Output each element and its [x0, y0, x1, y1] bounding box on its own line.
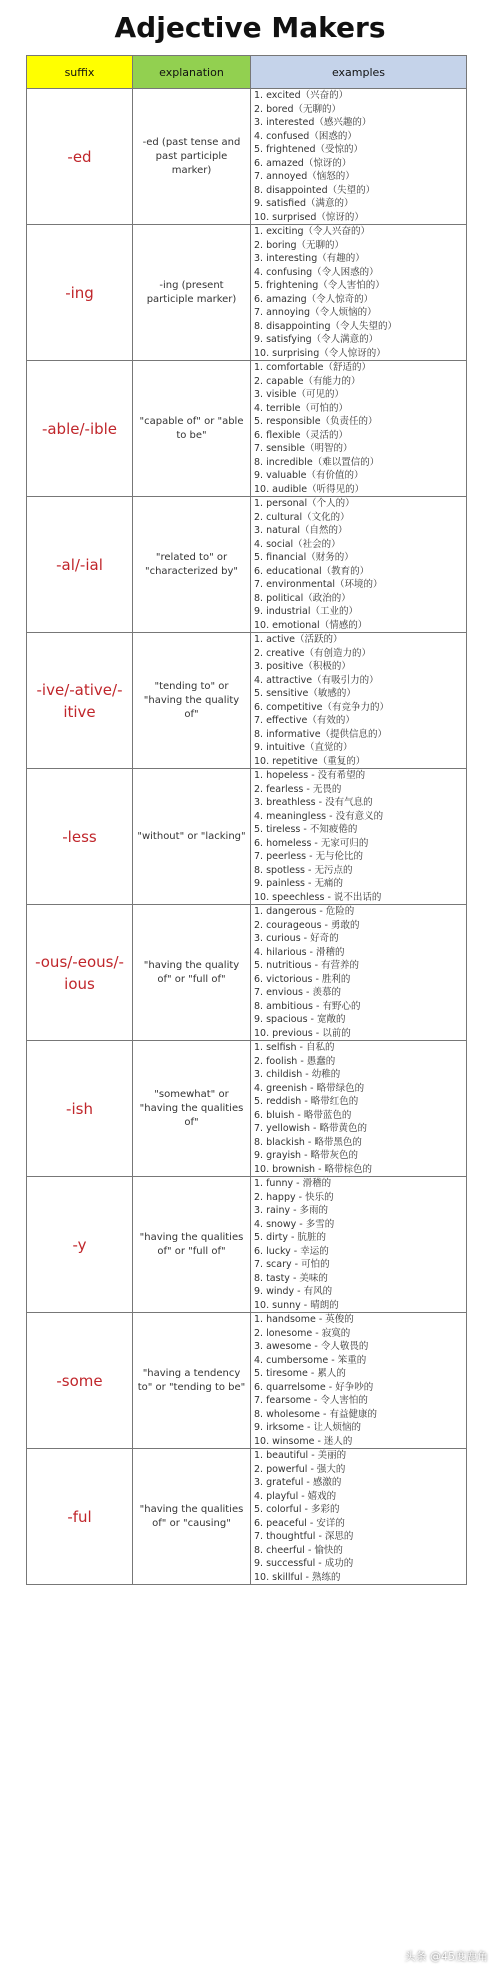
example-item: 8. ambitious - 有野心的 [254, 1000, 361, 1012]
watermark: 头条 @45度鹿角 [404, 1950, 488, 1963]
example-item: 5. sensitive（敏感的） [254, 688, 356, 699]
explanation-cell: "having the qualities of" or "full of" [133, 1177, 251, 1313]
example-item: 2. capable（有能力的） [254, 375, 361, 387]
example-item: 2. foolish - 愚蠢的 [254, 1055, 336, 1067]
example-item: 7. annoying（令人烦恼的） [254, 307, 377, 318]
example-item: 1. handsome - 英俊的 [254, 1314, 354, 1325]
explanation-cell: -ing (present participle marker) [133, 225, 251, 361]
table-row [27, 497, 467, 633]
example-item: 10. repetitive（重复的） [254, 755, 366, 767]
example-item: 10. surprised（惊讶的） [254, 211, 364, 223]
table-row [27, 633, 467, 769]
example-item: 6. quarrelsome - 好争吵的 [254, 1381, 374, 1393]
table-body [27, 89, 467, 1585]
example-item: 9. windy - 有风的 [254, 1286, 333, 1297]
example-item: 3. curious - 好奇的 [254, 933, 339, 944]
example-item: 2. lonesome - 寂寞的 [254, 1327, 351, 1339]
example-item: 3. visible（可见的） [254, 389, 344, 400]
example-item: 2. cultural（文化的） [254, 511, 350, 523]
example-item: 8. political（政治的） [254, 592, 351, 604]
example-item: 5. tiresome - 累人的 [254, 1368, 346, 1379]
example-item: 8. informative（提供信息的） [254, 728, 388, 740]
example-item: 2. powerful - 强大的 [254, 1463, 346, 1475]
examples-cell [251, 633, 467, 769]
table-row [27, 361, 467, 497]
table-header-row [27, 56, 467, 89]
examples-cell [251, 1313, 467, 1449]
suffix-cell: -ive/-ative/-itive [27, 633, 133, 769]
examples-cell [251, 1177, 467, 1313]
explanation-cell: "capable of" or "able to be" [133, 361, 251, 497]
example-item: 10. winsome - 迷人的 [254, 1435, 353, 1447]
example-item: 5. dirty - 肮脏的 [254, 1232, 326, 1243]
examples-cell [251, 769, 467, 905]
example-item: 3. awesome - 令人敬畏的 [254, 1341, 369, 1352]
example-item: 7. environmental（环境的） [254, 579, 383, 590]
example-item: 6. bluish - 略带蓝色的 [254, 1109, 352, 1121]
example-item: 9. successful - 成功的 [254, 1558, 354, 1569]
example-item: 3. natural（自然的） [254, 525, 348, 536]
example-item: 4. confused（困惑的） [254, 130, 357, 142]
example-item: 7. sensible（明智的） [254, 443, 353, 454]
example-item: 1. selfish - 自私的 [254, 1042, 335, 1053]
example-item: 8. incredible（难以置信的） [254, 456, 380, 468]
example-item: 5. frightened（受惊的） [254, 144, 363, 155]
example-item: 4. greenish - 略带绿色的 [254, 1082, 365, 1094]
example-item: 2. happy - 快乐的 [254, 1191, 334, 1203]
page-title: Adjective Makers [114, 11, 386, 44]
table-row [27, 225, 467, 361]
example-item: 6. educational（教育的） [254, 565, 370, 577]
suffix-cell: -ing [27, 225, 133, 361]
examples-cell [251, 905, 467, 1041]
example-item: 6. homeless - 无家可归的 [254, 837, 369, 849]
example-item: 4. meaningless - 没有意义的 [254, 810, 384, 822]
table-row [27, 1313, 467, 1449]
example-item: 10. speechless - 说不出话的 [254, 891, 382, 903]
example-item: 8. wholesome - 有益健康的 [254, 1408, 377, 1420]
example-item: 4. hilarious - 滑稽的 [254, 946, 345, 958]
example-item: 6. amazing（令人惊奇的） [254, 293, 374, 305]
example-item: 9. spacious - 宽敞的 [254, 1014, 346, 1025]
table-row [27, 1449, 467, 1585]
example-item: 6. amazed（惊讶的） [254, 157, 352, 169]
explanation-cell: "having the quality of" or "full of" [133, 905, 251, 1041]
examples-cell [251, 497, 467, 633]
example-item: 5. nutritious - 有营养的 [254, 960, 360, 971]
example-item: 1. exciting（令人兴奋的） [254, 226, 370, 237]
examples-cell [251, 1449, 467, 1585]
example-item: 8. blackish - 略带黑色的 [254, 1136, 362, 1148]
table-row [27, 1177, 467, 1313]
example-item: 6. competitive（有竞争力的） [254, 701, 389, 713]
example-item: 4. confusing（令人困惑的） [254, 266, 379, 278]
example-item: 6. victorious - 胜利的 [254, 973, 351, 985]
example-item: 10. sunny - 晴朗的 [254, 1299, 339, 1311]
example-item: 7. thoughtful - 深思的 [254, 1531, 354, 1542]
suffix-cell: -al/-ial [27, 497, 133, 633]
example-item: 7. yellowish - 略带黄色的 [254, 1123, 367, 1134]
example-item: 1. comfortable（舒适的） [254, 362, 371, 373]
example-item: 1. personal（个人的） [254, 498, 355, 509]
explanation-cell: "related to" or "characterized by" [133, 497, 251, 633]
example-item: 1. dangerous - 危险的 [254, 906, 355, 917]
example-item: 4. snowy - 多雪的 [254, 1218, 335, 1230]
example-item: 7. scary - 可怕的 [254, 1259, 330, 1270]
example-item: 3. interesting（有趣的） [254, 253, 365, 264]
example-item: 9. valuable（有价值的） [254, 470, 364, 481]
example-item: 2. bored（无聊的） [254, 103, 341, 115]
example-item: 4. social（社会的） [254, 538, 341, 550]
example-item: 7. peerless - 无与伦比的 [254, 851, 364, 862]
example-item: 4. terrible（可怕的） [254, 402, 348, 414]
table-row [27, 905, 467, 1041]
example-item: 8. disappointing（令人失望的） [254, 320, 397, 332]
example-item: 8. spotless - 无污点的 [254, 864, 353, 876]
example-item: 5. tireless - 不知疲倦的 [254, 824, 358, 835]
suffix-cell: -ful [27, 1449, 133, 1585]
example-item: 3. childish - 幼稚的 [254, 1069, 341, 1080]
explanation-cell: "somewhat" or "having the qualities of" [133, 1041, 251, 1177]
example-item: 2. boring（无聊的） [254, 239, 345, 251]
explanation-cell: "without" or "lacking" [133, 769, 251, 905]
example-item: 7. effective（有效的） [254, 715, 355, 726]
examples-cell [251, 89, 467, 225]
example-item: 2. courageous - 勇敢的 [254, 919, 360, 931]
header-examples: examples [251, 56, 467, 89]
example-item: 1. hopeless - 没有希望的 [254, 770, 366, 781]
suffix-cell: -ous/-eous/-ious [27, 905, 133, 1041]
example-item: 6. peaceful - 安详的 [254, 1517, 345, 1529]
table-row [27, 769, 467, 905]
example-item: 3. grateful - 感激的 [254, 1477, 342, 1488]
table-row [27, 1041, 467, 1177]
example-item: 9. intuitive（直觉的） [254, 742, 353, 753]
example-item: 10. audible（听得见的） [254, 483, 365, 495]
header-suffix: suffix [27, 56, 133, 89]
example-item: 1. excited（兴奋的） [254, 90, 349, 101]
suffix-cell: -ish [27, 1041, 133, 1177]
example-item: 10. previous - 以前的 [254, 1027, 351, 1039]
example-item: 9. industrial（工业的） [254, 606, 358, 617]
example-item: 2. creative（有创造力的） [254, 647, 372, 659]
example-item: 3. positive（积极的） [254, 661, 351, 672]
explanation-cell: "having a tendency to" or "tending to be" [133, 1313, 251, 1449]
suffix-cell: -some [27, 1313, 133, 1449]
example-item: 9. satisfying（令人满意的） [254, 334, 379, 345]
example-item: 8. cheerful - 愉快的 [254, 1544, 343, 1556]
example-item: 1. funny - 滑稽的 [254, 1178, 332, 1189]
explanation-cell: "having the qualities of" or "causing" [133, 1449, 251, 1585]
example-item: 1. active（活跃的） [254, 634, 343, 645]
example-item: 5. financial（财务的） [254, 552, 354, 563]
example-item: 1. beautiful - 美丽的 [254, 1450, 347, 1461]
example-item: 7. envious - 羡慕的 [254, 987, 341, 998]
example-item: 9. satisfied（满意的） [254, 198, 354, 209]
example-item: 3. breathless - 没有气息的 [254, 797, 373, 808]
suffix-cell: -able/-ible [27, 361, 133, 497]
example-item: 10. surprising（令人惊讶的） [254, 347, 386, 359]
example-item: 10. emotional（情感的） [254, 619, 368, 631]
example-item: 2. fearless - 无畏的 [254, 783, 342, 795]
example-item: 3. rainy - 多雨的 [254, 1205, 329, 1216]
example-item: 7. fearsome - 令人害怕的 [254, 1395, 368, 1406]
example-item: 8. tasty - 美味的 [254, 1272, 328, 1284]
example-item: 5. frightening（令人害怕的） [254, 280, 385, 291]
adjective-makers-table [26, 55, 467, 1585]
example-item: 5. colorful - 多彩的 [254, 1504, 340, 1515]
example-item: 4. playful - 嬉戏的 [254, 1490, 337, 1502]
suffix-cell: -y [27, 1177, 133, 1313]
table-row [27, 89, 467, 225]
example-item: 6. lucky - 幸运的 [254, 1245, 329, 1257]
example-item: 4. cumbersome - 笨重的 [254, 1354, 367, 1366]
example-item: 9. irksome - 让人烦恼的 [254, 1422, 361, 1433]
explanation-cell: "tending to" or "having the quality of" [133, 633, 251, 769]
example-item: 6. flexible（灵活的） [254, 429, 349, 441]
example-item: 5. reddish - 略带红色的 [254, 1096, 359, 1107]
example-item: 9. painless - 无痛的 [254, 878, 343, 889]
suffix-cell: -less [27, 769, 133, 905]
example-item: 7. annoyed（恼怒的） [254, 171, 355, 182]
example-item: 3. interested（感兴趣的） [254, 117, 372, 128]
examples-cell [251, 361, 467, 497]
example-item: 5. responsible（负责任的） [254, 416, 378, 427]
example-item: 10. skillful - 熟练的 [254, 1571, 341, 1583]
header-explanation: explanation [133, 56, 251, 89]
example-item: 8. disappointed（失望的） [254, 184, 376, 196]
example-item: 10. brownish - 略带棕色的 [254, 1163, 373, 1175]
explanation-cell: -ed (past tense and past participle marker) [133, 89, 251, 225]
example-item: 9. grayish - 略带灰色的 [254, 1150, 359, 1161]
examples-cell [251, 1041, 467, 1177]
example-item: 4. attractive（有吸引力的） [254, 674, 379, 686]
suffix-cell: -ed [27, 89, 133, 225]
examples-cell [251, 225, 467, 361]
